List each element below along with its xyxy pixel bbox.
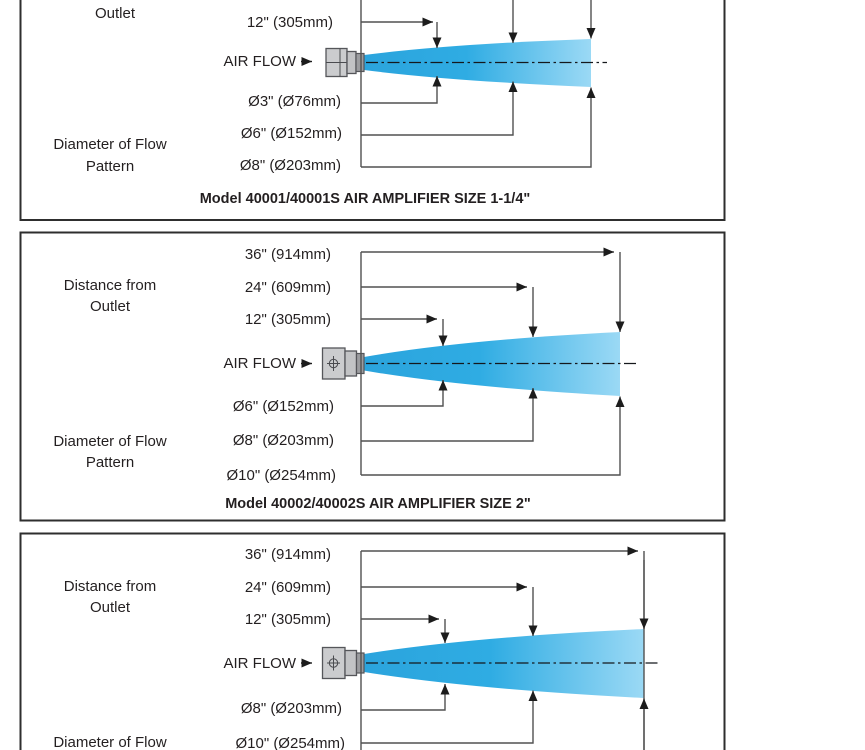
nozzle-outlet: [356, 54, 364, 72]
nozzle-collar: [345, 351, 357, 376]
air-flow-label: AIR FLOW: [223, 655, 296, 672]
distance-caption: Distance from: [63, 578, 157, 595]
diameter-label: Ø10" (Ø254mm): [235, 735, 345, 750]
model-caption: Model 40002/40002S AIR AMPLIFIER SIZE 2": [225, 496, 531, 512]
distance-label: 36" (914mm): [244, 246, 331, 263]
diameter-label: Ø8" (Ø203mm): [240, 700, 342, 717]
distance-caption: Distance from: [63, 277, 157, 294]
dimension-arrow: [361, 691, 533, 744]
diameter-label: Ø8" (Ø203mm): [239, 157, 341, 174]
panel-3: [21, 534, 725, 750]
diameter-caption: Diameter of Flow: [53, 734, 167, 750]
distance-dimension-lines: [361, 252, 620, 346]
panel-model-40002: [21, 233, 725, 521]
diameter-dimension-lines: [361, 684, 533, 743]
air-amplifier-nozzle-icon: [326, 49, 364, 77]
distance-label: 12" (305mm): [244, 311, 331, 328]
panel-model-40001: [21, 0, 725, 220]
diameter-dimension-lines: [361, 380, 620, 475]
distance-label: 12" (305mm): [246, 14, 333, 31]
nozzle-collar: [347, 52, 356, 74]
distance-label: 24" (609mm): [244, 279, 331, 296]
dimension-arrow: [361, 397, 620, 476]
diameter-dimension-lines: [361, 76, 591, 167]
distance-label: 24" (609mm): [244, 579, 331, 596]
air-flow-label: AIR FLOW: [223, 355, 296, 372]
diameter-label: Ø8" (Ø203mm): [232, 432, 334, 449]
distance-label: 36" (914mm): [244, 546, 331, 563]
diameter-caption: Diameter of Flow: [53, 136, 167, 153]
air-amplifier-nozzle-icon: [323, 348, 365, 379]
diameter-label: Ø6" (Ø152mm): [240, 125, 342, 142]
distance-caption: Outlet: [94, 5, 136, 22]
distance-label: 12" (305mm): [244, 611, 331, 628]
air-flow-label: AIR FLOW: [223, 53, 296, 70]
distance-caption: Outlet: [89, 298, 131, 315]
diameter-caption: Pattern: [85, 454, 135, 471]
diameter-label: Ø10" (Ø254mm): [226, 467, 336, 484]
dimension-arrow: [361, 76, 437, 103]
distance-caption: Outlet: [89, 599, 131, 616]
diameter-label: Ø6" (Ø152mm): [232, 398, 334, 415]
model-caption: Model 40001/40001S AIR AMPLIFIER SIZE 1-1/4": [199, 191, 531, 207]
dimension-arrow: [361, 88, 591, 168]
air-amplifier-nozzle-icon: [323, 648, 365, 679]
diameter-caption: Pattern: [85, 158, 135, 175]
nozzle-outlet: [357, 653, 365, 673]
dimension-arrow: [361, 380, 443, 406]
diameter-label: Ø3" (Ø76mm): [248, 93, 341, 110]
dimension-arrow: [361, 388, 533, 441]
panel-frame: [21, 0, 725, 220]
nozzle-outlet: [357, 354, 365, 374]
diameter-caption: Diameter of Flow: [53, 433, 167, 450]
nozzle-collar: [345, 651, 357, 676]
dimension-arrow: [361, 684, 445, 710]
